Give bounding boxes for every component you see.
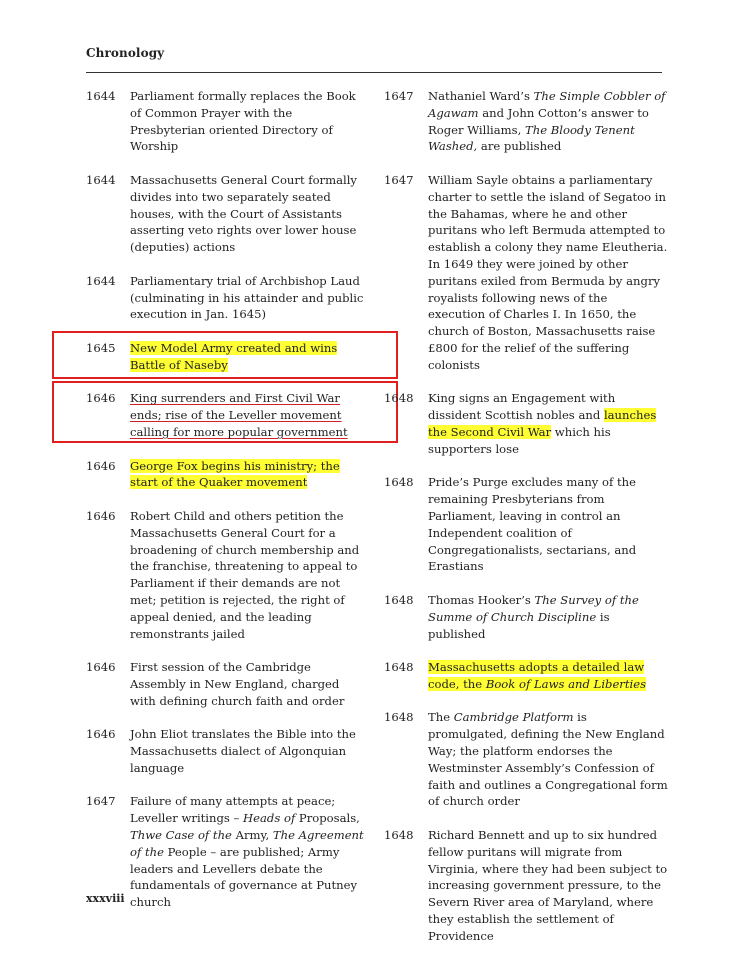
text-run: King signs an Engagement with dissident Scottish nobles and xyxy=(428,391,616,423)
text-run: Army, xyxy=(231,828,273,843)
highlighted-text: launches the Second Civil War xyxy=(428,408,657,439)
chronology-entry xyxy=(86,726,368,776)
left-column xyxy=(86,88,368,928)
entry-text xyxy=(130,726,368,776)
entry-year: 1648 xyxy=(384,710,414,725)
chronology-entry xyxy=(384,827,668,945)
entry-year: 1646 xyxy=(86,458,116,473)
entry-year: 1644 xyxy=(86,89,116,103)
entry-text xyxy=(130,88,368,155)
chronology-entry xyxy=(86,458,368,492)
entry-year: 1648 xyxy=(384,592,414,607)
entry-text xyxy=(428,659,668,693)
text-run: The Agreement of the xyxy=(130,828,364,859)
text-run: are published xyxy=(477,139,562,154)
text-run: John Eliot translates the Bible into the Massachusetts dialect of Algonquian language xyxy=(130,727,356,775)
chronology-entry xyxy=(384,474,668,575)
entry-year: 1648 xyxy=(384,828,414,843)
chronology-entry xyxy=(384,659,668,693)
text-run: Heads of xyxy=(243,811,296,826)
chronology-entry xyxy=(86,88,368,155)
entry-year: 1644 xyxy=(86,172,116,187)
entry-year: 1645 xyxy=(86,340,116,355)
entry-text xyxy=(130,508,368,642)
entry-year: 1646 xyxy=(86,508,116,523)
header-rule xyxy=(86,72,662,73)
text-run: Richard Bennett and up to six hundred fellow puritans will migrate from Virginia, where they had been subject to increasing government pressure, to the Severn River area of Maryland, where they establish the settlement of Providence xyxy=(428,828,668,943)
text-run: is published xyxy=(428,609,610,641)
entry-year: 1646 xyxy=(86,660,116,675)
text-run: Massachusetts General Court formally divides into two separately seated houses, with the Court of Assistants asserting veto rights over lower house (deputies) actions xyxy=(130,172,357,255)
chronology-entry xyxy=(86,273,368,323)
text-run: The xyxy=(428,710,454,725)
text-run: Failure of many attempts at peace; Leveller writings – xyxy=(130,794,336,826)
text-run: The Simple Cobbler of Agawam xyxy=(428,89,666,120)
entry-year: 1646 xyxy=(86,727,116,742)
annotation-box xyxy=(52,381,398,443)
entry-text xyxy=(428,172,668,374)
chronology-entry xyxy=(86,390,368,440)
entry-text xyxy=(428,827,668,945)
entry-year: 1646 xyxy=(86,391,116,406)
text-run: Parliamentary trial of Archbishop Laud (culminating in his attainder and public execution in Jan. 1645) xyxy=(130,273,364,322)
entry-text xyxy=(130,273,368,323)
text-run: Proposals, xyxy=(295,811,360,826)
text-run: Parliament formally replaces the Book of Common Prayer with the Presbyterian oriented Directory of Worship xyxy=(130,89,356,154)
entry-year: 1647 xyxy=(384,89,414,103)
chronology-entry xyxy=(86,793,368,911)
entry-text xyxy=(130,172,368,256)
entry-text xyxy=(428,592,668,642)
page-number: xxxviii xyxy=(86,892,125,905)
underlined-text: King surrenders and First Civil War ends; rise of the Leveller movement calling for more popular government xyxy=(130,391,348,439)
chronology-entry xyxy=(384,390,668,457)
chronology-entry xyxy=(86,508,368,642)
chronology-entry xyxy=(86,172,368,256)
text-run: Pride’s Purge excludes many of the remaining Presbyterians from Parliament, leaving in control an Independent coalition of Congregationalists, sectarians, and Erastians xyxy=(428,475,637,574)
text-run: is promulgated, defining the New England Way; the platform endorses the Westminster Assembly’s Confession of faith and outlines a Congregational form of church order xyxy=(428,710,668,809)
chronology-entry xyxy=(86,340,368,374)
entry-year: 1648 xyxy=(384,660,414,675)
text-run: Thomas Hooker’s xyxy=(428,592,535,607)
entry-year: 1647 xyxy=(86,794,116,809)
text-run: Nathaniel Ward’s xyxy=(428,89,534,103)
entry-text xyxy=(428,88,668,155)
highlighted-text: George Fox begins his ministry; the start of the Quaker movement xyxy=(130,458,340,490)
chronology-entry xyxy=(384,592,668,642)
right-column xyxy=(384,88,668,961)
entry-year: 1648 xyxy=(384,475,414,490)
text-run: The Survey of the Summe of Church Discipline xyxy=(428,592,639,624)
highlighted-text: New Model Army created and wins Battle of Naseby xyxy=(130,340,338,372)
text-run: William Sayle obtains a parliamentary charter to settle the island of Segatoo in the Bahamas, where he and other puritans who left Bermuda attempted to establish a colony they name Eleutheria. In 1649 they were joined by other puritans exiled from Bermuda by angry royalists following news of the execution of Charles I. In 1650, the church of Boston, Massachusetts raise £800 for the relief of the suffering colonists xyxy=(428,172,668,372)
text-run: Cambridge Platform xyxy=(453,710,574,725)
entry-year: 1648 xyxy=(384,391,414,406)
chronology-entry xyxy=(384,709,668,810)
text-run: which his supporters lose xyxy=(428,424,611,456)
entry-text xyxy=(428,709,668,810)
text-run: The Bloody Tenent Washed, xyxy=(428,122,635,154)
entry-year: 1647 xyxy=(384,172,414,187)
text-run: People – are published; Army leaders and Levellers debate the fundamentals of governance at Putney church xyxy=(130,844,358,910)
chronology-entry xyxy=(86,659,368,709)
chronology-entry xyxy=(384,88,668,155)
text-run: Thwe Case of the xyxy=(130,828,232,843)
text-run: and John Cotton’s answer to Roger Williams, xyxy=(428,105,649,137)
annotation-box xyxy=(52,331,398,379)
entry-text xyxy=(428,474,668,575)
entry-text xyxy=(130,659,368,709)
entry-text xyxy=(130,458,368,492)
entry-text xyxy=(428,390,668,457)
entry-year: 1644 xyxy=(86,273,116,288)
highlighted-text: Book of Laws and Liberties xyxy=(485,676,647,691)
highlighted-text: Massachusetts adopts a detailed law code, the xyxy=(428,660,645,691)
entry-text xyxy=(130,793,368,911)
chronology-entry xyxy=(384,172,668,374)
running-header: Chronology xyxy=(86,46,165,60)
text-run: First session of the Cambridge Assembly in New England, charged with defining church faith and order xyxy=(130,660,345,708)
text-run: Robert Child and others petition the Massachusetts General Court for a broadening of church membership and the franchise, threatening to appeal to Parliament if their demands are not met; petition is rejected, the right of appeal denied, and the leading remonstrants jailed xyxy=(130,508,360,641)
